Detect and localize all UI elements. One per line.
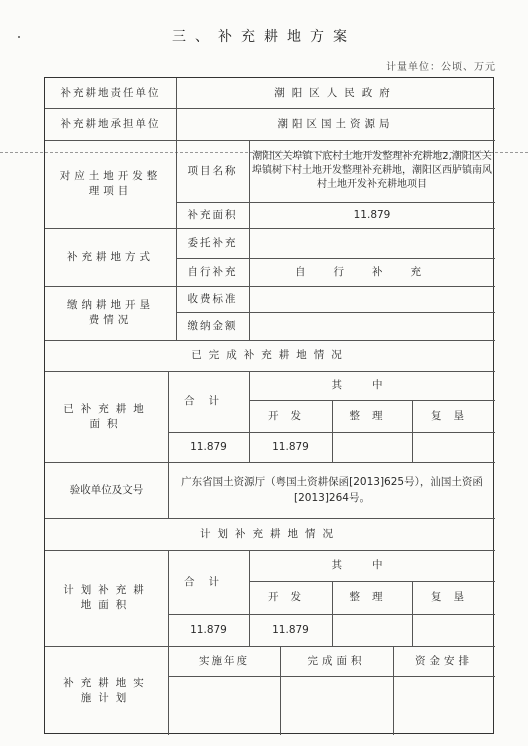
undertaking-unit-value: 潮阳区国土资源局 [277, 117, 394, 130]
unit-note: 计量单位：公顷、万元 [386, 62, 496, 73]
self-label: 自行补充 [187, 265, 238, 278]
planned-among-label: 其中 [331, 559, 413, 571]
fee-label: 缴纳耕地开垦费情况 [67, 299, 154, 326]
project-name-label: 项目名称 [187, 164, 238, 177]
acceptance-label: 验收单位及文号 [69, 483, 144, 496]
completed-develop-value: 11.879 [272, 440, 309, 453]
completed-section-title: 已完成补充耕地情况 [191, 349, 349, 361]
plan-fund-label: 资金安排 [415, 654, 473, 667]
planned-total-label: 合计 [184, 575, 233, 588]
area-value: 11.879 [353, 208, 391, 221]
acceptance-value: 广东省国土资源厅（粤国土资耕保函[2013]625号），汕国土资函[2013]264号。 [181, 476, 483, 504]
completed-arrange-label: 整理 [349, 409, 395, 422]
undertaking-unit-label: 补充耕地承担单位 [60, 117, 161, 130]
row-line [168, 676, 495, 677]
completed-develop-label: 开发 [268, 409, 313, 422]
planned-arrange-label: 整理 [349, 591, 395, 603]
fee-amount-value [249, 312, 495, 340]
self-value: 自行补充 [295, 265, 449, 278]
method-label: 补充耕地方式 [67, 250, 154, 263]
plan-table [44, 77, 494, 734]
area-label: 补充面积 [187, 208, 238, 221]
responsible-unit-label: 补充耕地责任单位 [60, 86, 161, 99]
planned-section-title: 计划补充耕地情况 [200, 527, 340, 540]
completed-arrange-value [332, 432, 412, 462]
planned-develop-value: 11.879 [272, 623, 309, 636]
fee-standard-label: 收费标准 [187, 292, 238, 305]
completed-reclaim-value [412, 432, 495, 462]
responsible-unit-value: 潮阳区人民政府 [274, 86, 397, 99]
plan-finish-area-label: 完成面积 [307, 654, 366, 667]
completed-reclaim-label: 复垦 [431, 409, 476, 422]
project-label: 对应土地开发整理项目 [59, 170, 162, 197]
planned-arrange-value [332, 614, 412, 646]
completed-area-label: 已补充耕地面积 [63, 402, 151, 430]
completed-total-label: 合计 [184, 395, 233, 407]
entrusted-label: 委托补充 [187, 236, 238, 249]
plan-label: 补充耕地实施计划 [63, 676, 151, 704]
scan-mark [18, 36, 20, 38]
planned-develop-label: 开发 [268, 591, 313, 603]
fee-amount-label: 缴纳金额 [187, 319, 238, 332]
plan-year-label: 实施年度 [199, 654, 249, 667]
entrusted-value [249, 228, 495, 258]
completed-total-value: 11.879 [190, 440, 227, 453]
completed-among-label: 其中 [331, 379, 413, 391]
fee-standard-value [249, 286, 495, 312]
planned-total-value: 11.879 [190, 623, 227, 636]
project-name-value: 潮阳区关埠镇下底村土地开发整理补充耕地2,潮阳区关埠镇树下村土地开发整理补充耕地，潮阳区西胪镇南风村土地开发补充耕地项目 [252, 151, 492, 190]
planned-reclaim-label: 复垦 [431, 591, 476, 603]
planned-reclaim-value [412, 614, 495, 646]
planned-area-label: 计划补充耕地面积 [63, 584, 151, 611]
document-title: 三、补充耕地方案 [172, 29, 356, 45]
